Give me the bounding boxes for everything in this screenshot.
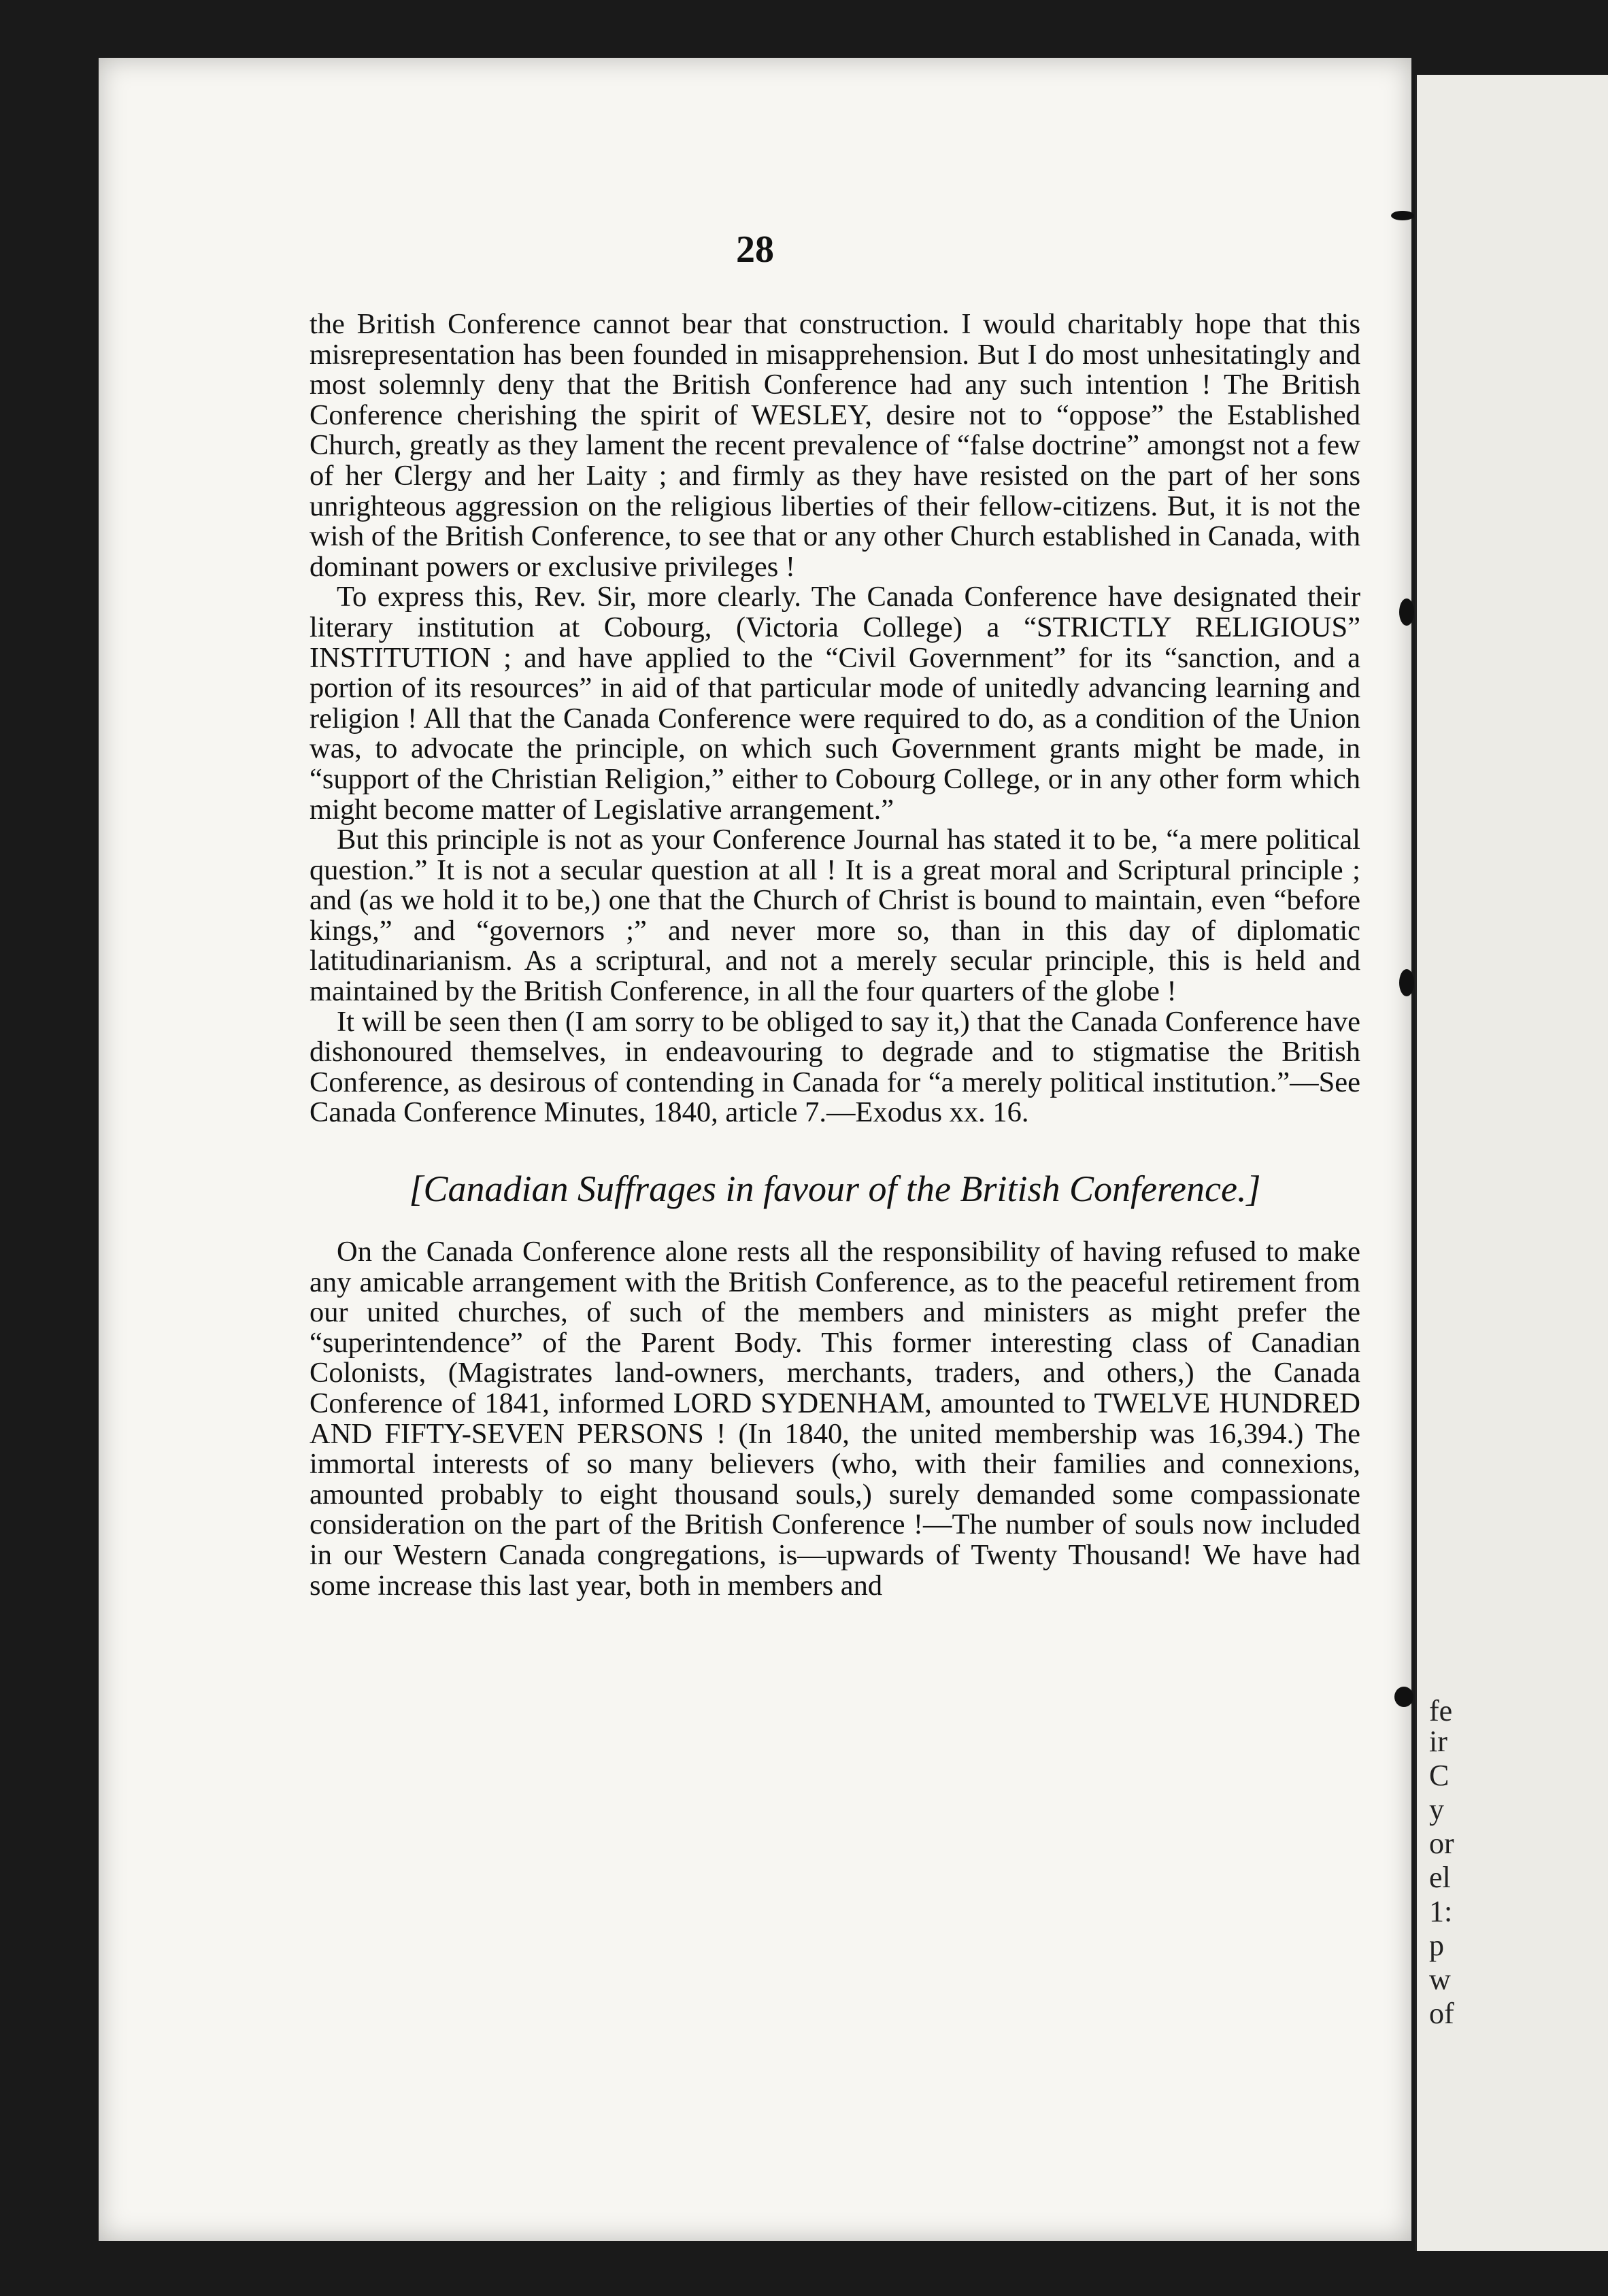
paragraph: But this principle is not as your Conference Journal has stated it to be, “a mere political question.” It is not a secular question at all ! It is a great moral and Scriptural principle ; and (as we hold it to be,) one that the Church of Christ is bound to maintain, even “before kings,” and “governors ;” and never more so, than in this day of diplomatic latitudinarianism. As a scriptural, and not a merely secular principle, this is held and maintained by the British Conference, in all the four quarters of the globe !	[309, 824, 1360, 1008]
stitch-mark	[1399, 598, 1414, 626]
facing-fragment: or	[1429, 1827, 1454, 1860]
paragraph: On the Canada Conference alone rests all the responsibility of having refused to make any amicable arrangement with the British Conference, as to the peaceful retirement from our united churches, of such of the members and ministers as might prefer the “superintendence” of the Parent Body. This former interesting class of Canadian Colonists, (Magistrates land-owners, merchants, traders, and others,) the Canada Conference of 1841, informed LORD SYDENHAM, amounted to TWELVE HUNDRED AND FIFTY-SEVEN PERSONS ! (In 1840, the united membership was 16,394.) The immortal interests of so many believers (who, with their families and connexions, amounted probably to eight thousand souls,) surely demanded some compassionate consideration on the part of the British Conference !—The number of souls now included in our Western Canada congregations, is—upwards of Twenty Thousand! We have had some increase this last year, both in members and	[309, 1236, 1360, 1602]
paragraph: the British Conference cannot bear that construction. I would charitably hope that this misrepresentation has been founded in misapprehension. But I do most unhesitatingly and most solemnly deny that the British Conference had any such intention ! The British Conference cherishing the spirit of WESLEY, desire not to “oppose” the Established Church, greatly as they lament the recent prevalence of “false doctrine” amongst not a few of her Clergy and her Laity ; and firmly as they have resisted on the part of her sons unrighteous aggression on the religious liberties of their fellow-citizens. But, it is not the wish of the British Conference, to see that or any other Church established in Canada, with dominant powers or exclusive privileges !	[309, 308, 1360, 583]
facing-fragment: ir	[1429, 1725, 1447, 1758]
facing-fragment: fe	[1429, 1694, 1453, 1727]
paragraph: To express this, Rev. Sir, more clearly. The Canada Conference have designated their literary institution at Cobourg, (Victoria College) a “STRICTLY RELIGIOUS” INSTITUTION ; and have applied to the “Civil Government” for its “sanction, and a portion of its resources” in aid of that particular mode of unitedly advancing learning and religion ! All that the Canada Conference were required to do, as a condition of the Union was, to advocate the principle, on which such Government grants might be made, in “support of the Christian Religion,” either to Cobourg College, or in any other form which might become matter of Legislative arrangement.”	[309, 581, 1360, 826]
page-number: 28	[736, 229, 774, 271]
facing-fragment: C	[1429, 1759, 1450, 1792]
facing-fragment: y	[1429, 1793, 1444, 1826]
body-text	[309, 309, 1360, 1601]
stitch-mark	[1394, 1687, 1413, 1707]
facing-fragment: of	[1429, 1997, 1454, 2030]
stitch-mark	[1391, 211, 1414, 220]
facing-fragment: 1:	[1429, 1895, 1453, 1928]
stitch-mark	[1399, 969, 1414, 996]
facing-fragment: p	[1429, 1929, 1444, 1962]
facing-fragment: w	[1429, 1963, 1451, 1996]
facing-fragment: el	[1429, 1861, 1451, 1894]
paragraph: It will be seen then (I am sorry to be obliged to say it,) that the Canada Conference have dishonoured themselves, in endeavouring to degrade and to stigmatise the British Conference, as desirous of contending in Canada for “a merely political institution.”—See Canada Conference Minutes, 1840, article 7.—Exodus xx. 16.	[309, 1005, 1360, 1129]
section-heading: [Canadian Suffrages in favour of the British Conference.]	[409, 1168, 1261, 1210]
facing-page-edge	[1415, 75, 1608, 2251]
book-page	[99, 58, 1411, 2241]
